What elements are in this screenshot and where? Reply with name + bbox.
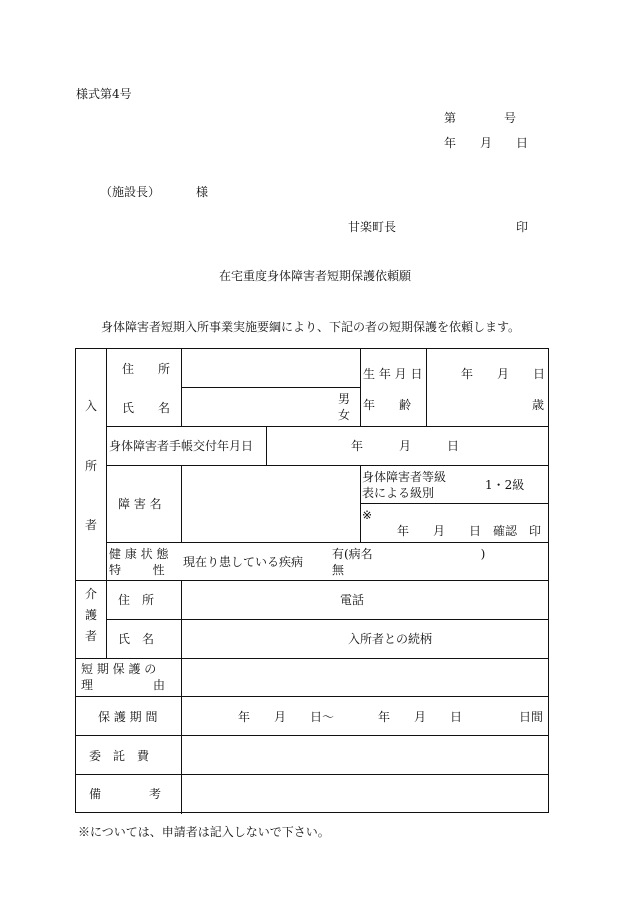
carer-label-2: 護 [85, 608, 98, 622]
disease-no-option[interactable]: 無 [332, 563, 345, 577]
current-disease-label: 現在り患している疾病 [183, 555, 304, 569]
consignment-fee-label: 委 託 費 [89, 749, 150, 763]
birthdate-value[interactable]: 年 月 日 [461, 367, 546, 381]
birthdate-label: 生 年 月 日 [363, 367, 423, 381]
age-unit[interactable]: 歳 [532, 398, 545, 412]
grade-label-line2: 表による級別 [362, 486, 435, 500]
intro-text: 身体障害者短期入所事業実施要綱により、下記の者の短期保護を依頼します。 [101, 320, 521, 334]
document-date: 年 月 日 [444, 136, 529, 150]
resident-label-3: 者 [85, 518, 98, 532]
document-title: 在宅重度身体障害者短期保護依頼願 [219, 269, 412, 283]
issuer: 甘楽町長 [348, 220, 397, 234]
reason-label-line2: 理 由 [81, 678, 166, 692]
reason-field[interactable] [184, 661, 544, 693]
handbook-issue-date-value[interactable]: 年 月 日 [351, 439, 460, 453]
document-number: 第 号 [444, 111, 517, 125]
period-start-date[interactable]: 年 月 日〜 [238, 710, 335, 724]
resident-name-field[interactable] [184, 390, 334, 423]
issuer-seal: 印 [516, 220, 529, 234]
carer-name-label: 氏 名 [118, 632, 155, 646]
disability-name-field[interactable] [184, 469, 356, 539]
resident-address-label: 住 所 [122, 362, 171, 376]
protection-period-label: 保 護 期 間 [98, 710, 158, 724]
disability-name-label: 障 害 名 [118, 497, 162, 511]
sex-female-option[interactable]: 女 [338, 408, 351, 422]
sex-male-option[interactable]: 男 [338, 392, 351, 406]
health-status-label-line1: 健 康 状 態 [109, 547, 169, 561]
request-form-table [75, 348, 549, 813]
addressee-honorific: 様 [196, 185, 209, 199]
grade-value[interactable]: 1・2級 [485, 478, 525, 492]
period-days[interactable]: 日間 [519, 710, 544, 724]
carer-address-label: 住 所 [118, 593, 155, 607]
handbook-issue-date-label: 身体障害者手帳交付年月日 [109, 439, 254, 453]
resident-label-2: 所 [85, 459, 98, 473]
confirmation-date-seal[interactable]: 年 月 日 確認 印 [397, 524, 542, 538]
resident-name-label: 氏 名 [122, 401, 171, 415]
carer-phone-label[interactable]: 電話 [340, 593, 365, 607]
remarks-label: 備 考 [89, 787, 162, 801]
carer-label-1: 介 [85, 587, 98, 601]
remarks-field[interactable] [184, 777, 544, 810]
consignment-fee-field[interactable] [184, 738, 544, 771]
kome-mark: ※ [362, 508, 373, 522]
form-number: 様式第4号 [76, 87, 132, 101]
period-end-date[interactable]: 年 月 日 [378, 710, 463, 724]
age-label: 年 齢 [363, 398, 412, 412]
disease-yes-option[interactable]: 有(病名 ) [332, 547, 486, 561]
grade-label-line1: 身体障害者等級 [362, 470, 447, 484]
resident-label-1: 入 [85, 399, 98, 413]
health-status-label-line2: 特 性 [109, 563, 165, 577]
addressee: （施設長） [100, 185, 161, 199]
carer-relationship-label[interactable]: 入所者との続柄 [348, 632, 433, 646]
footnote: ※については、申請者は記入しないで下さい。 [78, 825, 330, 839]
carer-label-3: 者 [85, 629, 98, 643]
reason-label-line1: 短 期 保 護 の [81, 662, 157, 676]
resident-address-field[interactable] [184, 352, 356, 384]
